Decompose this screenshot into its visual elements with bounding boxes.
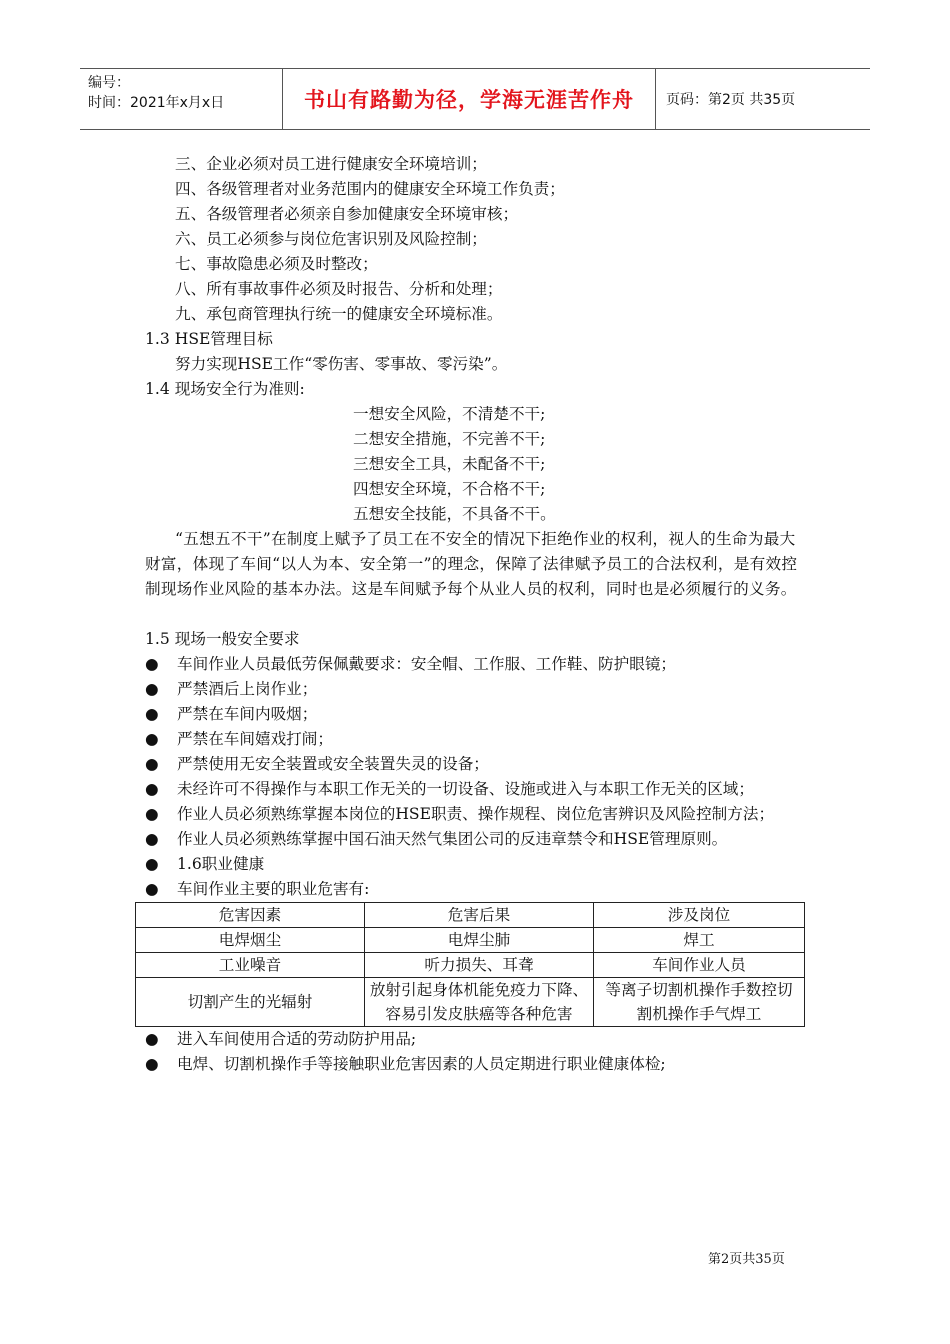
page-footer: 第2页共35页 [708, 1252, 785, 1267]
table-cell: 车间作业人员 [594, 953, 805, 978]
principle-item: 六、员工必须参与岗位危害识别及风险控制； [175, 230, 487, 248]
bullet-icon: ● [145, 680, 159, 698]
hazard-table [135, 902, 805, 1027]
list-item: ● 未经许可不得操作与本职工作无关的一切设备、设施或进入与本职工作无关的区域； [145, 777, 810, 802]
time-label: 时间：2021年x月x日 [88, 95, 225, 111]
bullet-icon: ● [145, 805, 159, 823]
rule-line: 五想安全技能，不具备不干。 [353, 505, 556, 523]
list-item: ● 车间作业人员最低劳保佩戴要求：安全帽、工作服、工作鞋、防护眼镜； [145, 652, 810, 677]
rule-line: 一想安全风险，不清楚不干; [353, 405, 546, 423]
table-header-cell: 危害后果 [365, 903, 594, 928]
header-page-number: 页码：第2页 共35页 [666, 92, 796, 108]
principle-item: 八、所有事故事件必须及时报告、分析和处理； [175, 280, 503, 298]
table-header-cell: 涉及岗位 [594, 903, 805, 928]
rule-line: 二想安全措施，不完善不干; [353, 430, 546, 448]
header-meta [80, 69, 283, 129]
section-heading-1-3: 1.3 HSE管理目标 [145, 330, 273, 348]
hse-goal-text: 努力实现HSE工作“零伤害、零事故、零污染”。 [175, 355, 508, 373]
bullet-icon: ● [145, 830, 159, 848]
table-row [136, 953, 805, 978]
rule-line: 四想安全环境，不合格不干; [353, 480, 546, 498]
table-header-cell: 危害因素 [136, 903, 365, 928]
table-row [136, 928, 805, 953]
list-item: ● 作业人员必须熟练掌握中国石油天然气集团公司的反违章禁令和HSE管理原则。 [145, 827, 810, 852]
list-item: ● 电焊、切割机操作手等接触职业危害因素的人员定期进行职业健康体检; [145, 1052, 810, 1077]
bullet-icon: ● [145, 655, 159, 673]
section-heading-1-6: ● 1.6职业健康 [145, 852, 810, 877]
principle-item: 三、企业必须对员工进行健康安全环境培训； [175, 155, 487, 173]
table-header-row [136, 903, 805, 928]
principle-item: 五、各级管理者必须亲自参加健康安全环境审核； [175, 205, 519, 223]
list-item: ● 作业人员必须熟练掌握本岗位的HSE职责、操作规程、岗位危害辨识及风险控制方法； [145, 802, 810, 827]
bullet-icon: ● [145, 730, 159, 748]
table-cell: 电焊烟尘 [136, 928, 365, 953]
table-cell: 焊工 [594, 928, 805, 953]
list-item: ● 严禁使用无安全装置或安全装置失灵的设备； [145, 752, 810, 777]
table-cell: 放射引起身体机能免疫力下降、容易引发皮肤癌等各种危害 [365, 978, 594, 1027]
bullet-icon: ● [145, 780, 159, 798]
table-cell: 电焊尘肺 [365, 928, 594, 953]
list-item: ● 车间作业主要的职业危害有: [145, 877, 810, 902]
principle-item: 九、承包商管理执行统一的健康安全环境标准。 [175, 305, 503, 323]
principle-item: 四、各级管理者对业务范围内的健康安全环境工作负责； [175, 180, 565, 198]
bullet-icon: ● [145, 855, 159, 873]
list-item: ● 严禁在车间内吸烟； [145, 702, 810, 727]
rule-line: 三想安全工具，未配备不干; [353, 455, 546, 473]
header-motto: 书山有路勤为径，学海无涯苦作舟 [283, 69, 656, 129]
table-cell: 听力损失、耳聋 [365, 953, 594, 978]
bullet-icon: ● [145, 1030, 159, 1048]
table-cell: 等离子切割机操作手数控切割机操作手气焊工 [594, 978, 805, 1027]
section-heading-1-5: 1.5 现场一般安全要求 [145, 630, 300, 648]
table-cell: 工业噪音 [136, 953, 365, 978]
list-item: ● 进入车间使用合适的劳动防护用品; [145, 1027, 810, 1052]
bullet-icon: ● [145, 1055, 159, 1073]
bullet-icon: ● [145, 705, 159, 723]
list-item: ● 严禁在车间嬉戏打闹； [145, 727, 810, 752]
bullet-icon: ● [145, 880, 159, 898]
document-body [145, 152, 810, 1077]
principle-item: 七、事故隐患必须及时整改； [175, 255, 378, 273]
list-item: ● 严禁酒后上岗作业； [145, 677, 810, 702]
page-header [80, 68, 870, 130]
section-heading-1-4: 1.4 现场安全行为准则: [145, 380, 305, 398]
table-row [136, 978, 805, 1027]
rules-explanation: “五想五不干”在制度上赋予了员工在不安全的情况下拒绝作业的权利，视人的生命为最大财富，体现了车间“以人为本、安全第一”的理念，保障了法律赋予员工的合法权利，是有效控制现场作业风险的基本办法。这是车间赋予每个从业人员的权利，同时也是必须履行的义务。 [145, 530, 798, 598]
bullet-icon: ● [145, 755, 159, 773]
code-label: 编号： [88, 75, 130, 91]
table-cell: 切割产生的光辐射 [136, 978, 365, 1027]
